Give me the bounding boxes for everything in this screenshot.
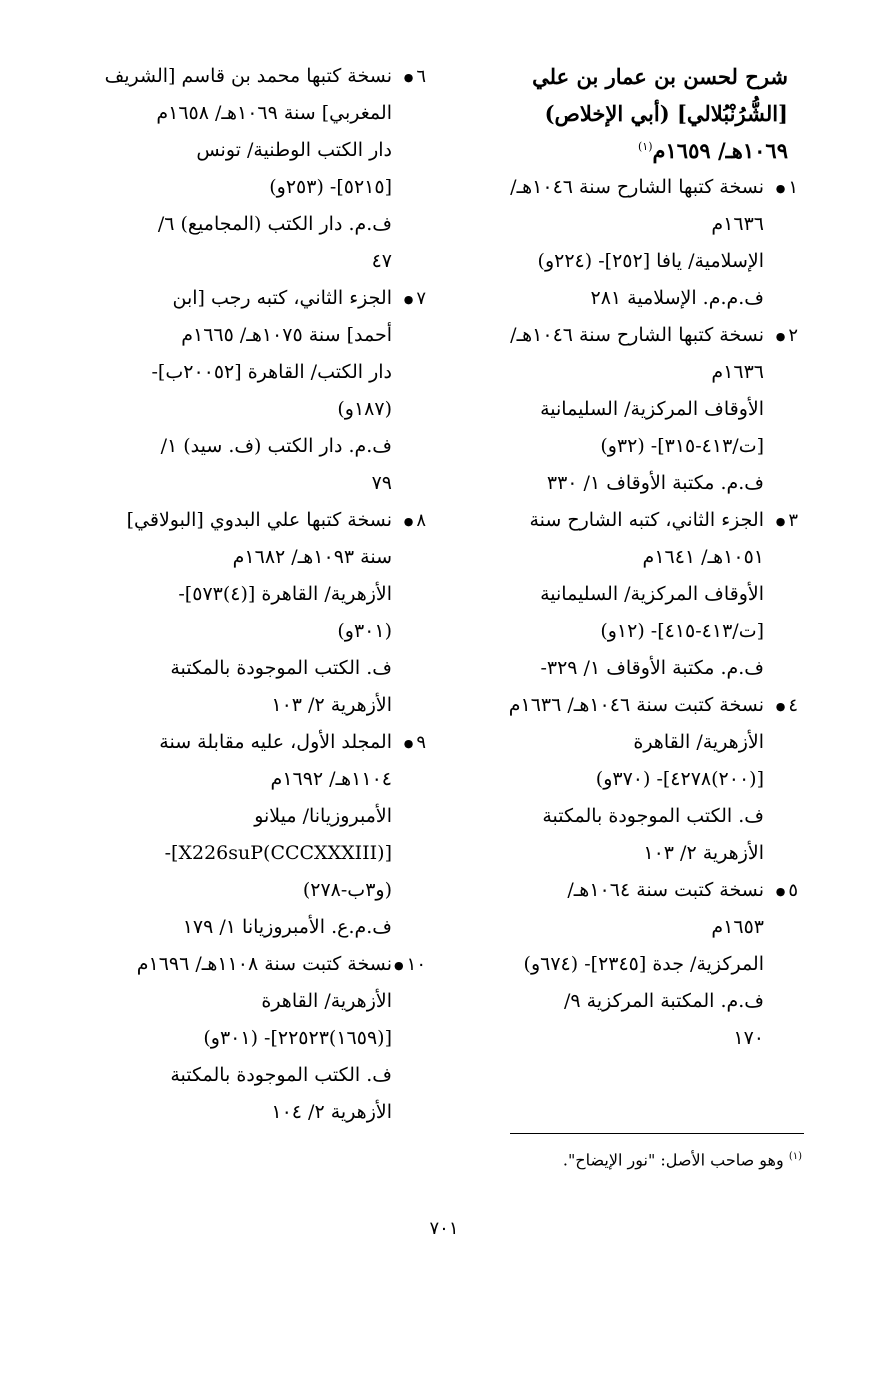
entry-marker: [394, 946, 426, 984]
entry-line: ف.م. مكتبة الأوقاف ١/ ٣٢٩-: [540, 657, 764, 679]
manuscript-entry: [96, 58, 426, 280]
manuscript-entry: [478, 317, 798, 502]
entry-marker: [776, 872, 798, 910]
entry-line: الأوقاف المركزية/ السليمانية: [540, 583, 764, 605]
entry-line: نسخة كتبها الشارح سنة ١٠٤٦هـ/: [510, 324, 764, 346]
section-heading: [478, 58, 798, 169]
entry-number: ١: [788, 177, 798, 198]
entry-line: المغربي] سنة ١٠٦٩هـ/ ١٦٥٨م: [156, 102, 392, 124]
entry-line: الجزء الثاني، كتبه رجب [ابن: [172, 287, 392, 309]
entry-line: الأزهرية ٢/ ١٠٣: [271, 694, 392, 716]
entry-line: دار الكتب/ القاهرة [٢٠٠٥٢ب]-: [151, 361, 392, 383]
entry-marker: [776, 502, 798, 540]
entry-line: سنة ١٠٩٣هـ/ ١٦٨٢م: [232, 546, 392, 568]
entry-line: ف.م.م. الإسلامية ٢٨١: [590, 287, 764, 309]
entry-line: دار الكتب الوطنية/ تونس: [196, 139, 392, 161]
bullet-icon: ●: [775, 699, 786, 713]
right-column: [478, 58, 798, 1057]
footnote-divider: [510, 1133, 804, 1134]
entry-line: ف.م. المكتبة المركزية ٩/: [563, 990, 764, 1012]
heading-line: ١٠٦٩هـ/ ١٦٥٩م$^{(١)}$: [638, 138, 788, 163]
manuscript-entry: [478, 872, 798, 1057]
entry-line: ف.م. مكتبة الأوقاف ١/ ٣٣٠: [546, 472, 764, 494]
entry-number: ٤: [788, 695, 798, 716]
entry-line: أحمد] سنة ١٠٧٥هـ/ ١٦٦٥م: [181, 324, 392, 346]
heading-line: شرح لحسن بن عمار بن علي: [532, 64, 788, 89]
entry-marker: [404, 724, 426, 762]
left-column: [96, 58, 426, 1131]
entry-line: الأوقاف المركزية/ السليمانية: [540, 398, 764, 420]
entry-number: ٢: [788, 325, 798, 346]
entry-marker: [404, 58, 426, 96]
entry-line: [ت/٤١٣-٤١٥]- (١٢و): [600, 620, 764, 642]
entry-line: نسخة كتبها محمد بن قاسم [الشريف: [104, 65, 392, 87]
entry-marker: [404, 280, 426, 318]
entry-line: (١٨٧و): [337, 398, 392, 420]
entry-line: ١١٠٤هـ/ ١٦٩٢م: [270, 768, 392, 790]
bullet-icon: ●: [403, 514, 414, 528]
entry-number: ٩: [416, 732, 426, 753]
entry-line: [ت/٤١٣-٣١٥]- (٣٢و): [600, 435, 764, 457]
bullet-icon: ●: [403, 70, 414, 84]
bullet-icon: ●: [403, 292, 414, 306]
entry-marker: [776, 687, 798, 725]
entry-line: [(١٦٥٩)٢٢٥٢٣]- (٣٠١و): [203, 1027, 392, 1049]
entry-line: ف.م. دار الكتب (ف. سيد) ١/: [160, 435, 392, 457]
entry-line: ف.م. دار الكتب (المجاميع) ٦/: [157, 213, 392, 235]
manuscript-entry: [96, 724, 426, 946]
entry-marker: [404, 502, 426, 540]
entry-line: ٤٧: [371, 250, 392, 272]
entry-line: ١٦٥٣م: [711, 916, 764, 938]
entry-line: الأزهرية/ القاهرة: [261, 990, 392, 1012]
entry-line: نسخة كتبها الشارح سنة ١٠٤٦هـ/: [510, 176, 764, 198]
heading-line: [الشُّرُنْبُلالي] (أبي الإخلاص): [544, 101, 788, 126]
entry-line: الأمبروزيانا/ ميلانو: [254, 805, 392, 827]
entry-number: ١٠: [406, 954, 426, 975]
bullet-icon: ●: [394, 958, 404, 972]
entry-line: نسخة كتبها علي البدوي [البولاقي]: [126, 509, 392, 531]
manuscript-entry: [478, 687, 798, 872]
entry-line: ف. الكتب الموجودة بالمكتبة: [542, 805, 764, 827]
entry-line: ف. الكتب الموجودة بالمكتبة: [170, 657, 392, 679]
footnote: [563, 1144, 802, 1173]
entry-line: ف. الكتب الموجودة بالمكتبة: [170, 1064, 392, 1086]
entry-line: الأزهرية ٢/ ١٠٤: [271, 1101, 392, 1123]
entry-line: [X226suP(CCCXXXIII)]-: [164, 842, 392, 864]
entry-line: نسخة كتبت سنة ١١٠٨هـ/ ١٦٩٦م: [136, 953, 392, 975]
entry-line: ف.م.ع. الأمبروزيانا ١/ ١٧٩: [182, 916, 392, 938]
entry-line: [٥٢١٥]- (٢٥٣و): [269, 176, 392, 198]
entry-line: المركزية/ جدة [٢٣٤٥]- (٦٧٤و): [523, 953, 764, 975]
entry-line: ٧٩: [371, 472, 392, 494]
entry-number: ٧: [416, 288, 426, 309]
entry-marker: [776, 317, 798, 355]
entry-line: المجلد الأول، عليه مقابلة سنة: [159, 731, 392, 753]
entry-line: الأزهرية/ القاهرة: [633, 731, 764, 753]
footnote-text: وهو صاحب الأصل: "نور الإيضاح".: [562, 1150, 784, 1170]
entry-line: [(٢٠٠)٤٢٧٨]- (٣٧٠و): [595, 768, 764, 790]
entry-line: ١٦٣٦م: [711, 213, 764, 235]
entry-line: نسخة كتبت سنة ١٠٦٤هـ/: [567, 879, 764, 901]
bullet-icon: ●: [775, 514, 786, 528]
entry-line: الإسلامية/ يافا [٢٥٢]- (٢٢٤و): [537, 250, 764, 272]
bullet-icon: ●: [403, 736, 414, 750]
entry-line: ١٠٥١هـ/ ١٦٤١م: [642, 546, 764, 568]
entry-line: (٣٠١و): [337, 620, 392, 642]
footnote-marker: (١): [788, 1151, 802, 1162]
footnote-ref: (١): [638, 140, 653, 153]
entry-line: الأزهرية ٢/ ١٠٣: [643, 842, 764, 864]
manuscript-entry: [96, 946, 426, 1131]
entry-number: ٥: [788, 880, 798, 901]
page-number: ٧٠١: [429, 1218, 459, 1239]
bullet-icon: ●: [775, 884, 786, 898]
bullet-icon: ●: [775, 329, 786, 343]
entry-number: ٦: [416, 66, 426, 87]
entry-marker: [776, 169, 798, 207]
bullet-icon: ●: [775, 181, 786, 195]
entry-line: ١٦٣٦م: [711, 361, 764, 383]
entry-line: الجزء الثاني، كتبه الشارح سنة: [529, 509, 764, 531]
manuscript-entry: [96, 502, 426, 724]
manuscript-entry: [96, 280, 426, 502]
entry-number: ٨: [416, 510, 426, 531]
entry-line: (و٣ب-٢٧٨): [302, 879, 392, 901]
entry-number: ٣: [788, 510, 798, 531]
manuscript-entry: [478, 169, 798, 317]
manuscript-entry: [478, 502, 798, 687]
entry-line: الأزهرية/ القاهرة [(٤)٥٧٣]-: [178, 583, 392, 605]
entry-line: ١٧٠: [733, 1027, 764, 1049]
entry-line: نسخة كتبت سنة ١٠٤٦هـ/ ١٦٣٦م: [508, 694, 764, 716]
